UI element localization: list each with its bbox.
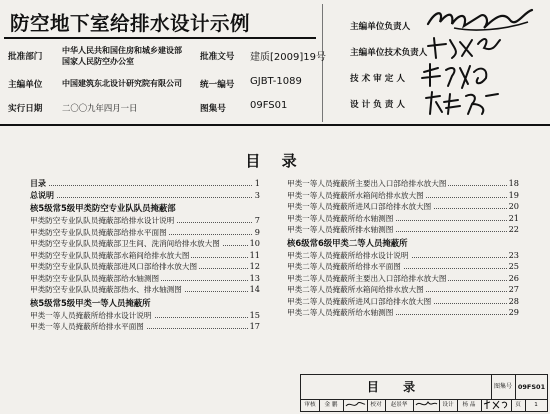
toc-entry-label: 甲类一等人员掩蔽所给水轴测图	[287, 213, 394, 223]
toc-entry-label: 甲类一等人员掩蔽所进风口部给排水放大图	[287, 202, 432, 211]
toc-entry-page: 26	[508, 272, 519, 283]
toc-entry-page: 1	[254, 178, 260, 188]
toc-entry-page: 17	[249, 321, 260, 331]
title-block-atlas-label: 图集号	[491, 375, 516, 400]
toc-entry-page: 13	[249, 272, 260, 283]
toc-entry-label: 甲类防空专业队队员掩蔽部水箱间给排水放大图	[30, 250, 190, 260]
approval-doc-label: 批准文号	[200, 52, 235, 62]
toc-entry-page: 9	[254, 226, 260, 237]
toc-entry-label: 甲类一等人员掩蔽所排水轴测图	[287, 225, 394, 234]
toc-section-heading	[287, 236, 519, 250]
toc-entry	[287, 201, 519, 213]
signature-2	[424, 34, 504, 62]
toc-entry-label: 甲类二等人员掩蔽所水箱间给排水放大图	[287, 285, 424, 294]
toc-entry	[287, 250, 519, 262]
title-block-atlas-value: 09FS01	[516, 375, 547, 400]
header-column-divider	[322, 4, 323, 122]
unified-no-value: GJBT-1089	[250, 76, 302, 87]
toc-entry-page: 27	[508, 284, 519, 294]
toc-entry-page: 19	[508, 189, 519, 200]
toc-entry-page: 12	[249, 261, 260, 271]
approval-dept-line2: 国家人民防空办公室	[62, 57, 134, 66]
toc-title: 目 录	[245, 152, 305, 170]
toc-entry	[30, 261, 260, 273]
toc-entry-page: 28	[508, 295, 519, 306]
toc-entry-label: 甲类防空专业队队员掩蔽部给排水设计说明	[30, 216, 175, 225]
title-block-signoff-row	[301, 399, 547, 411]
signature-4	[422, 90, 502, 118]
toc-entry-label: 总说明	[30, 190, 54, 200]
design-lead-label: 设 计 负 责 人	[350, 100, 405, 110]
toc-entry-page: 11	[249, 249, 260, 260]
toc-entry	[30, 190, 260, 202]
toc-entry-page: 15	[249, 309, 260, 320]
toc-leader-dots	[30, 197, 260, 198]
toc-entry	[30, 215, 260, 227]
page-number: 1	[534, 402, 538, 408]
toc-leader-dots	[30, 185, 260, 186]
toc-entry	[287, 224, 519, 236]
toc-entry	[287, 261, 519, 273]
designer-signature	[481, 399, 512, 411]
toc-entry-label: 核5级常5级甲类一等人员掩蔽所	[30, 297, 151, 308]
toc-section-heading	[30, 201, 260, 215]
toc-entry	[287, 273, 519, 285]
toc-entry	[287, 190, 519, 202]
approval-dept-label: 批准部门	[8, 52, 43, 62]
unified-no-label: 统一编号	[200, 80, 235, 90]
header-bottom-rule	[0, 124, 550, 126]
toc-right-column	[287, 178, 519, 319]
atlas-no-label: 图集号	[200, 104, 226, 114]
toc-entry-page: 18	[508, 178, 519, 188]
atlas-no-value: 09FS01	[250, 100, 288, 111]
checker-name: 赵景华	[385, 399, 414, 411]
toc-entry	[287, 178, 519, 190]
toc-left-column	[30, 178, 260, 333]
toc-entry-label: 甲类二等人员掩蔽所给排水设计说明	[287, 250, 409, 260]
approval-doc-value: 建质[2009]19号	[250, 52, 326, 63]
approval-dept-line1: 中华人民共和国住房和城乡建设部	[62, 46, 182, 55]
toc-entry	[30, 310, 260, 322]
toc-entry	[30, 321, 260, 333]
toc-entry-label: 甲类防空专业队队员掩蔽部热水、排水轴测图	[30, 285, 182, 294]
toc-entry-page: 14	[249, 284, 260, 294]
toc-entry-label: 甲类二等人员掩蔽所主要出入口部给排水放大图	[287, 273, 447, 283]
reviewer-label: 审核	[301, 399, 320, 411]
toc-entry-label: 甲类一等人员掩蔽所水箱间给排水放大图	[287, 190, 424, 200]
chief-unit-tech-lead-label: 主编单位技术负责人	[350, 48, 428, 58]
toc-entry-page: 3	[254, 189, 260, 200]
title-block-title: 目 录	[301, 375, 492, 400]
reviewer-signature	[343, 399, 368, 411]
toc-entry-label: 甲类一等人员掩蔽所给排水设计说明	[30, 310, 152, 320]
toc-entry-page: 22	[508, 224, 519, 234]
toc-entry-page: 21	[508, 212, 519, 223]
toc-entry-label: 甲类防空专业队队员掩蔽部给排水平面图	[30, 227, 167, 237]
toc-entry	[287, 307, 519, 319]
impl-date-label: 实行日期	[8, 104, 43, 114]
toc-entry	[30, 178, 260, 190]
toc-entry-label: 目录	[30, 179, 46, 188]
signature-1	[424, 6, 540, 36]
toc-entry	[30, 273, 260, 285]
title-block	[300, 374, 548, 412]
toc-entry-label: 甲类一等人员掩蔽所给排水平面图	[30, 322, 144, 331]
tech-reviewer-label: 技 术 审 定 人	[350, 74, 405, 84]
toc-entry-page: 20	[508, 201, 519, 211]
designer-name: 杨 晶	[457, 399, 482, 411]
toc-entry-label: 甲类防空专业队队员掩蔽部卫生间、洗消间给排水放大图	[30, 239, 220, 248]
designer-label: 设计	[439, 399, 458, 411]
toc-entry-label: 核6级常6级甲类二等人员掩蔽所	[287, 237, 408, 248]
toc-entry	[287, 213, 519, 225]
editor-unit-label: 主编单位	[8, 80, 43, 90]
editor-unit-value: 中国建筑东北设计研究院有限公司	[62, 79, 182, 88]
toc-entry-label: 甲类二等人员掩蔽所给排水平面图	[287, 262, 401, 271]
title-underline	[4, 37, 316, 39]
signature-3	[418, 62, 498, 92]
toc-entry-label: 甲类防空专业队队员掩蔽部进风口部给排水放大图	[30, 262, 198, 271]
checker-signature	[413, 399, 440, 411]
toc-entry-page: 7	[254, 215, 260, 225]
toc-entry-label: 甲类二等人员掩蔽所给水轴测图	[287, 308, 394, 317]
toc-entry-page: 10	[249, 238, 260, 248]
toc-entry-label: 甲类二等人员掩蔽所进风口部给排水放大图	[287, 296, 432, 306]
toc-entry	[287, 284, 519, 296]
toc-entry	[30, 250, 260, 262]
toc-entry	[287, 296, 519, 308]
chief-unit-lead-label: 主编单位负责人	[350, 22, 411, 32]
toc-entry-label: 核5级常5级甲类防空专业队队员掩蔽部	[30, 203, 176, 213]
reviewer-name: 金 鹏	[319, 399, 344, 411]
toc-entry	[30, 284, 260, 296]
toc-entry-label: 甲类防空专业队队员掩蔽部给水轴测图	[30, 273, 160, 283]
checker-label: 校对	[367, 399, 386, 411]
page-label: 页	[511, 399, 526, 411]
toc-entry-label: 甲类一等人员掩蔽所主要出入口部给排水放大图	[287, 179, 447, 188]
page-title: 防空地下室给排水设计示例	[10, 12, 251, 35]
toc-entry-page: 29	[508, 307, 519, 317]
toc-entry	[30, 227, 260, 239]
impl-date-value: 二〇〇九年四月一日	[62, 103, 138, 113]
atlas-header	[4, 4, 546, 124]
toc-entry-page: 23	[508, 249, 519, 260]
toc-section-heading	[30, 296, 260, 310]
toc-entry	[30, 238, 260, 250]
toc-entry-page: 25	[508, 261, 519, 271]
